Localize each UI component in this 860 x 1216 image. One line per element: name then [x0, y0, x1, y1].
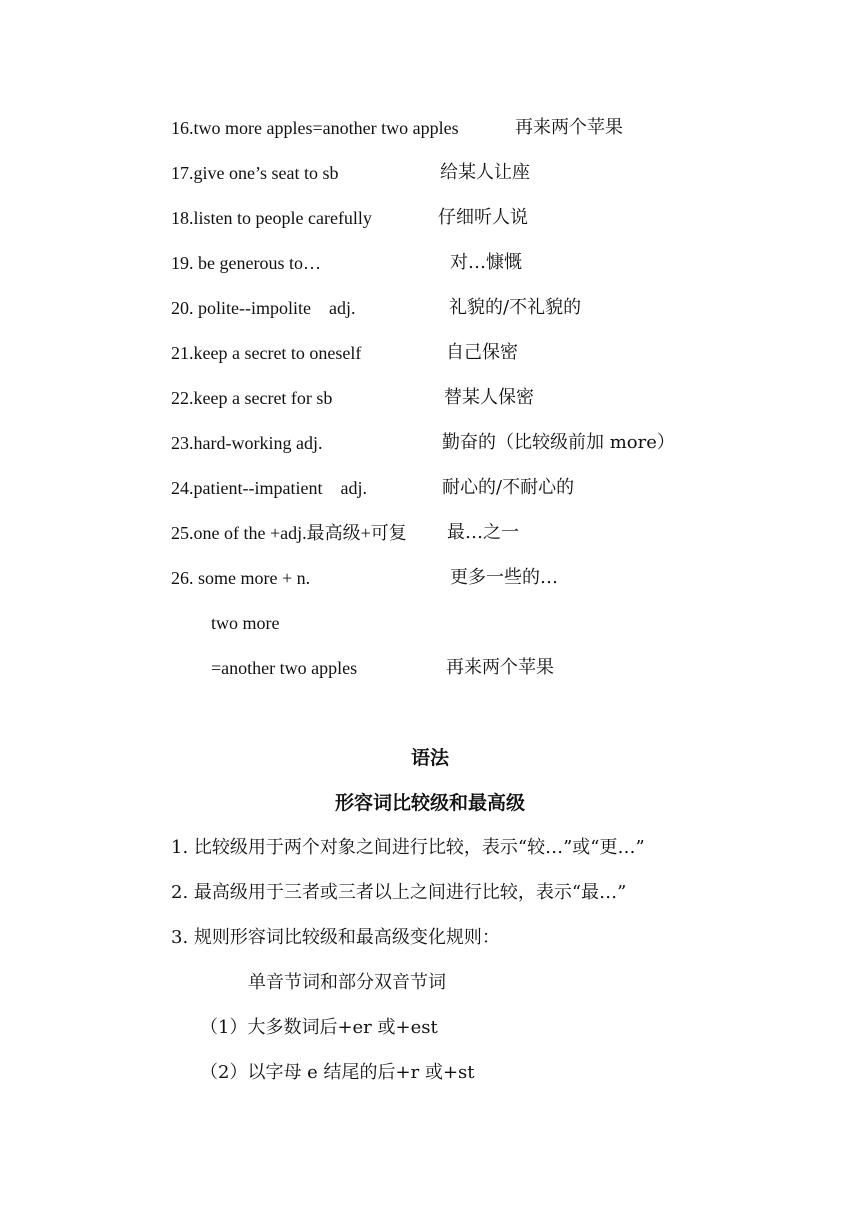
grammar-title: 语法 [410, 747, 449, 769]
vocab-item-22-en: 22.keep a secret for sb [171, 388, 333, 408]
sub-line-another-en: =another two apples [211, 658, 358, 678]
vocab-item-21-en: 21.keep a secret to oneself [171, 343, 362, 363]
sub-line-another-zh: 再来两个苹果 [446, 657, 554, 678]
vocab-item-26-en: 26. some more + n. [171, 568, 311, 588]
grammar-rule-heading: 单音节词和部分双音节词 [248, 972, 446, 993]
sub-line-two-more: two more [211, 613, 280, 633]
vocab-item-16-zh: 再来两个苹果 [515, 117, 623, 138]
grammar-rule-2: （2）以字母 e 结尾的后+r 或+st [200, 1062, 475, 1083]
vocab-item-17-en: 17.give one’s seat to sb [171, 163, 339, 183]
vocab-item-18-zh: 仔细听人说 [438, 207, 528, 228]
vocab-item-25-en: 25.one of the +adj.最高级+可复 [171, 523, 407, 543]
grammar-point-2: 2. 最高级用于三者或三者以上之间进行比较，表示“最…” [171, 882, 627, 903]
vocab-item-24-zh: 耐心的/不耐心的 [442, 477, 575, 498]
grammar-rule-1: （1）大多数词后+er 或+est [200, 1017, 438, 1038]
vocab-item-19-en: 19. be generous to… [171, 253, 321, 273]
grammar-subtitle: 形容词比较级和最高级 [334, 792, 525, 814]
vocab-item-21-zh: 自己保密 [446, 342, 518, 363]
grammar-point-3: 3. 规则形容词比较级和最高级变化规则： [171, 927, 500, 948]
vocab-item-26-zh: 更多一些的… [450, 567, 558, 588]
vocab-item-20-zh: 礼貌的/不礼貌的 [449, 297, 582, 318]
vocab-item-23-zh: 勤奋的（比较级前加 more） [442, 432, 675, 453]
vocab-item-16-en: 16.two more apples=another two apples [171, 118, 459, 138]
vocab-item-24-en: 24.patient--impatient adj. [171, 478, 367, 498]
vocab-item-17-zh: 给某人让座 [440, 162, 530, 183]
vocab-item-22-zh: 替某人保密 [444, 387, 534, 408]
vocab-item-25-zh: 最…之一 [447, 522, 519, 543]
vocab-item-23-en: 23.hard-working adj. [171, 433, 323, 453]
vocab-item-18-en: 18.listen to people carefully [171, 208, 372, 228]
vocab-item-19-zh: 对…慷慨 [450, 252, 522, 273]
grammar-point-1: 1. 比较级用于两个对象之间进行比较，表示“较…”或“更…” [171, 837, 645, 858]
vocab-item-20-en: 20. polite--impolite adj. [171, 298, 356, 318]
